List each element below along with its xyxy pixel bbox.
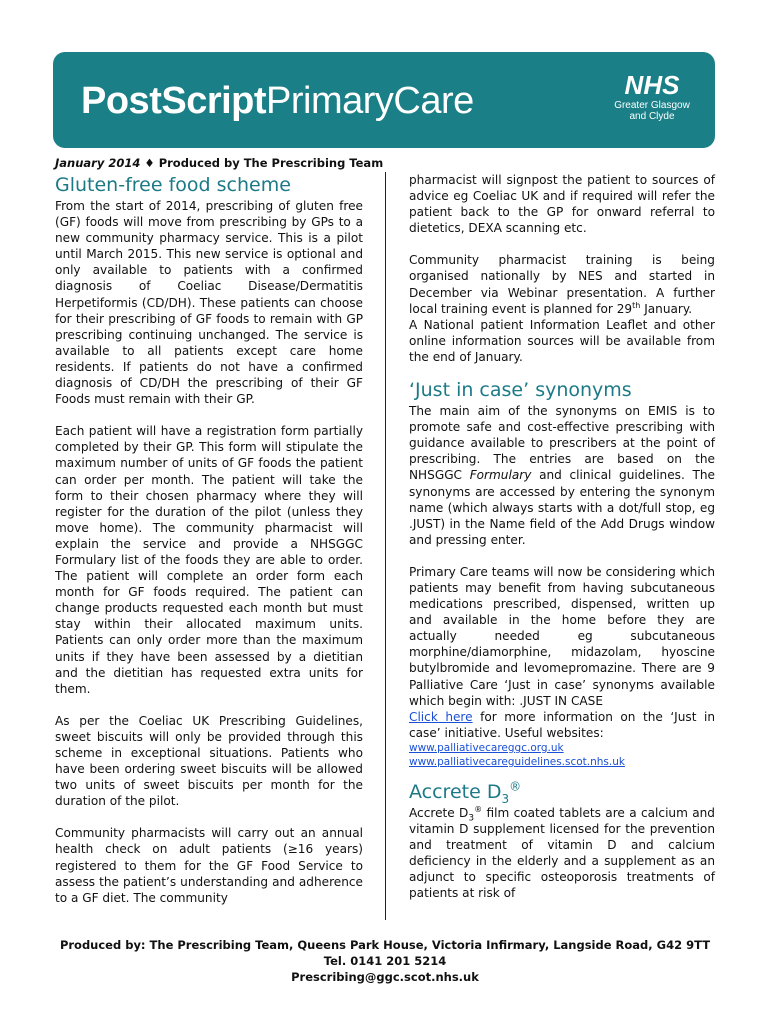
nhs-logo bbox=[607, 72, 697, 122]
paragraph: pharmacist will signpost the patient to sources of advice eg Coeliac UK and if required will refer the patient back to the GP for onward referral to dietetics, DEXA scanning etc. bbox=[409, 173, 715, 236]
more-info-text: for more information on the ‘Just in case’ initiative. Useful websites: bbox=[409, 709, 715, 740]
paragraph bbox=[409, 403, 715, 548]
title-light: PrimaryCare bbox=[266, 80, 474, 122]
registered-mark-icon: ® bbox=[474, 804, 483, 814]
accrete-text-cont: film coated tablets are a calcium and vitamin D supplement licensed for the prevention and treatment of vitamin D and calcium deficiency in the elderly and a supplement as an adjunct to specific osteoporosis treatments of patients at risk of bbox=[409, 805, 715, 901]
nhs-logo-line2: and Clyde bbox=[629, 111, 675, 122]
palliative-guidelines-link[interactable]: www.palliativecareguidelines.scot.nhs.uk bbox=[409, 755, 625, 768]
synonyms-text: The main aim of the synonyms on EMIS is to promote safe and cost-effective prescribing with guidance available to prescribers at the point of prescribing. The entries are based on the NHSGGC bbox=[409, 404, 715, 483]
paragraph: A National patient Information Leaflet and other online information sources will be available from the end of January. bbox=[409, 317, 715, 364]
left-column bbox=[55, 172, 363, 906]
paragraph bbox=[409, 709, 715, 741]
training-text: Community pharmacist training is being organised nationally by NES and started in December via Webinar presentation. A further local training event is planned for 29 bbox=[409, 253, 715, 316]
accrete-heading-sub: 3 bbox=[501, 791, 510, 806]
paragraph: As per the Coeliac UK Prescribing Guidelines, sweet biscuits will only be provided through this scheme in exceptional situations. Patients who have been ordering sweet biscuits will be allowed two units of sweet biscuits per month for the duration of the pilot. bbox=[55, 713, 363, 809]
title-bold: PostScript bbox=[81, 80, 267, 122]
training-text-end: January. bbox=[640, 301, 693, 316]
footer-phone: Tel. 0141 201 5214 bbox=[323, 954, 447, 968]
heading-accrete bbox=[409, 779, 715, 805]
publication-title bbox=[81, 80, 474, 123]
header-banner bbox=[53, 52, 715, 148]
paragraph bbox=[409, 252, 715, 316]
diamond-separator-icon: ♦ bbox=[144, 156, 155, 170]
footer bbox=[0, 937, 770, 985]
right-column bbox=[409, 172, 715, 901]
producer-line: Produced by The Prescribing Team bbox=[158, 156, 384, 170]
ordinal-suffix: th bbox=[632, 300, 641, 310]
accrete-sub: 3 bbox=[468, 813, 475, 824]
heading-just-in-case: ‘Just in case’ synonyms bbox=[409, 379, 632, 402]
dateline bbox=[55, 156, 383, 170]
registered-mark-icon: ® bbox=[509, 779, 522, 794]
footer-address: Produced by: The Prescribing Team, Queens Park House, Victoria Infirmary, Langside Road, G42 9TT bbox=[59, 938, 711, 952]
click-here-link[interactable]: Click here bbox=[409, 709, 473, 724]
paragraph: Each patient will have a registration form partially completed by their GP. This form will stipulate the maximum number of units of GF foods the patient can order per month. The patient will take the form to their chosen pharmacy where they will register for the duration of the pilot (unless they move home). The community pharmacist will explain the service and provide a NHSGGC Formulary list of the foods they are able to order. The patient will complete an order form each month for GF foods required. The patient can change products requested each month but must stay within their allocated maximum units. Patients can only order more than the maximum units if they have been assessed by a dietitian and the dietitian has requested extra units for them. bbox=[55, 424, 363, 696]
column-divider bbox=[385, 172, 386, 920]
heading-gluten-free: Gluten-free food scheme bbox=[55, 174, 291, 196]
accrete-heading-text: Accrete D bbox=[409, 780, 502, 803]
paragraph bbox=[409, 805, 715, 902]
accrete-text: Accrete D bbox=[409, 805, 469, 820]
paragraph: From the start of 2014, prescribing of gluten free (GF) foods will move from prescribing by GPs to a new community pharmacy service. This is a pilot until March 2015. This new service is optional and only available to patients with a confirmed diagnosis of Coeliac Disease/Dermatitis Herpetiformis (CD/DH). These patients can choose for their prescribing of GF foods to remain with GP prescribing continuing unchanged. The service is available to all patients except care home residents. If patients do not have a confirmed diagnosis of CD/DH the prescribing of their GF Foods must remain with their GP. bbox=[55, 199, 363, 407]
paragraph: Community pharmacists will carry out an annual health check on adult patients (≥16 years) registered to them for the GF Food Service to assess the patient’s understanding and adherence to a GF diet. The community bbox=[55, 826, 363, 905]
nhs-logo-line1: Greater Glasgow bbox=[614, 100, 690, 111]
palliative-ggc-link[interactable]: www.palliativecareggc.org.uk bbox=[409, 741, 564, 754]
footer-email: Prescribing@ggc.scot.nhs.uk bbox=[291, 970, 479, 984]
issue-date: January 2014 bbox=[55, 156, 141, 170]
nhs-logo-mark: NHS bbox=[624, 70, 680, 100]
paragraph: Primary Care teams will now be considering which patients may benefit from having subcutaneous medications prescribed, dispensed, written up and available in the home before they are actually needed eg subcutaneous morphine/diamorphine, midazolam, hyoscine butylbromide and levomepromazine. There are 9 Palliative Care ‘Just in case’ synonyms available which begin with: .JUST IN CASE bbox=[409, 564, 715, 708]
formulary-emphasis: Formulary bbox=[469, 468, 532, 483]
synonyms-text-cont: and clinical guidelines. The synonyms are accessed by entering the synonym name (which always starts with a dot/full stop, eg .JUST) in the Name field of the Add Drugs window and pressing enter. bbox=[409, 468, 715, 547]
